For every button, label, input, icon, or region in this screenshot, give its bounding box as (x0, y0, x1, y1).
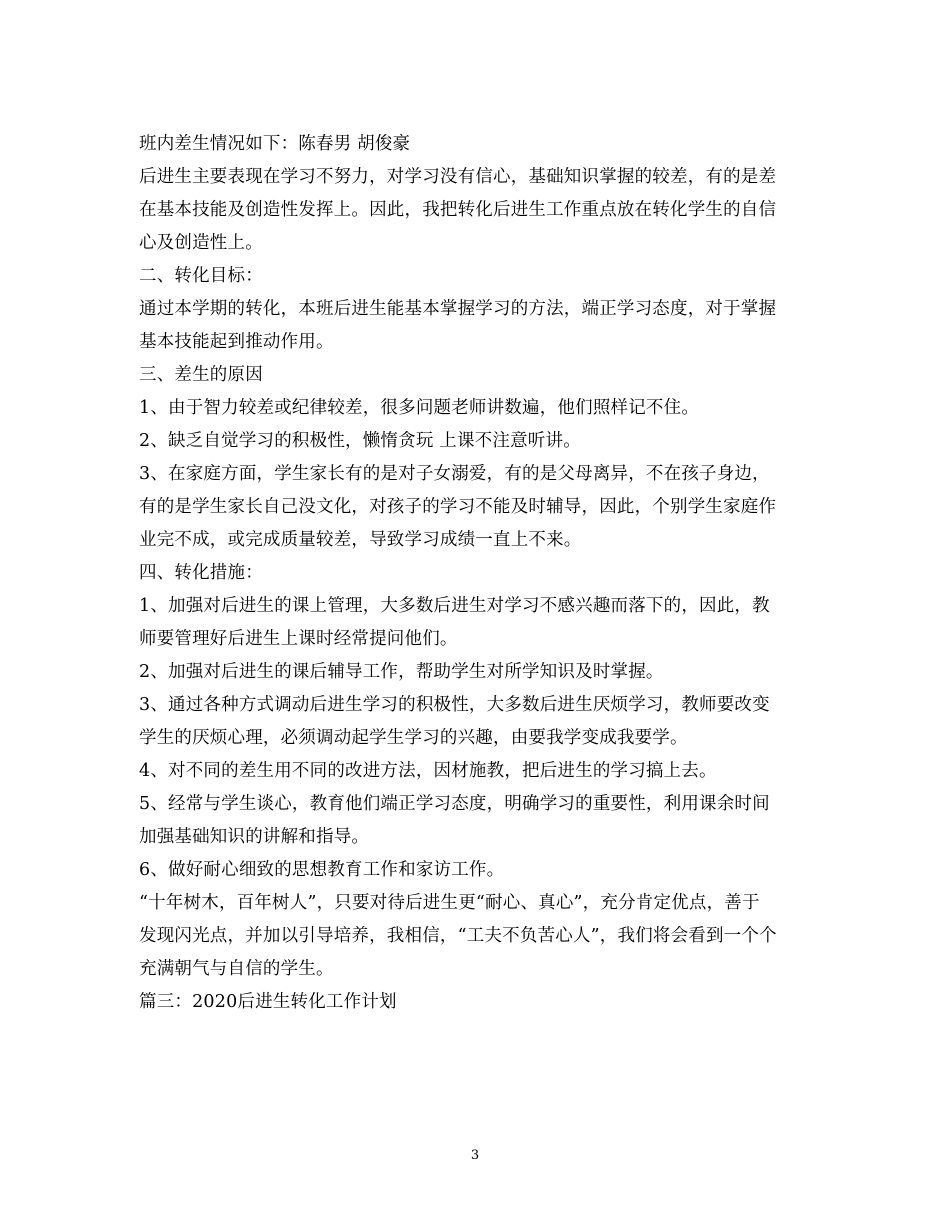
text-line: 二、转化目标： (139, 266, 263, 286)
paragraph (139, 128, 819, 161)
text-line: 1、由于智力较差或纪律较差，很多问题老师讲数遍，他们照样记不住。 (139, 398, 700, 418)
text-line: 三、差生的原因 (139, 365, 263, 385)
text-line: 篇三：2020后进生转化工作计划 (139, 992, 397, 1012)
text-line: 4、对不同的差生用不同的改进方法，因材施教，把后进生的学习搞上去。 (139, 761, 717, 781)
text-line: 1、加强对后进生的课上管理，大多数后进生对学习不感兴趣而落下的，因此，教 (139, 596, 770, 616)
text-line: 2、缺乏自觉学习的积极性，懒惰贪玩 上课不注意听讲。 (139, 431, 581, 451)
page-number: 3 (470, 1148, 480, 1163)
text-line: 基本技能起到推动作用。 (139, 332, 334, 352)
text-line: 加强基础知识的讲解和指导。 (139, 827, 370, 847)
paragraph (139, 986, 819, 1019)
paragraph (139, 590, 819, 656)
text-line: 3、通过各种方式调动后进生学习的积极性，大多数后进生厌烦学习，教师要改变 (139, 695, 770, 715)
text-line: 有的是学生家长自己没文化，对孩子的学习不能及时辅导，因此，个别学生家庭作 (139, 497, 777, 517)
paragraph (139, 260, 819, 293)
paragraph (139, 788, 819, 854)
paragraph (139, 161, 819, 260)
text-line: 6、做好耐心细致的思想教育工作和家访工作。 (139, 860, 505, 880)
text-line: 5、经常与学生谈心，教育他们端正学习态度，明确学习的重要性，利用课余时间 (139, 794, 770, 814)
text-line: 通过本学期的转化，本班后进生能基本掌握学习的方法，端正学习态度，对于掌握 (139, 299, 777, 319)
text-line: “十年树木，百年树人”，只要对待后进生更“耐心、真心”，充分肯定优点，善于 (139, 893, 760, 913)
paragraph (139, 755, 819, 788)
paragraph (139, 458, 819, 557)
paragraph (139, 854, 819, 887)
paragraph (139, 425, 819, 458)
text-line: 心及创造性上。 (139, 233, 263, 253)
paragraph (139, 656, 819, 689)
paragraph (139, 689, 819, 755)
text-line: 发现闪光点，并加以引导培养，我相信，“工夫不负苦心人”，我们将会看到一个个 (139, 926, 777, 946)
paragraph (139, 359, 819, 392)
text-line: 四、转化措施： (139, 563, 263, 583)
text-line: 2、加强对后进生的课后辅导工作，帮助学生对所学知识及时掌握。 (139, 662, 664, 682)
text-line: 在基本技能及创造性发挥上。因此，我把转化后进生工作重点放在转化学生的自信 (139, 200, 777, 220)
text-line: 学生的厌烦心理，必须调动起学生学习的兴趣，由要我学变成我要学。 (139, 728, 688, 748)
text-line: 3、在家庭方面，学生家长有的是对子女溺爱，有的是父母离异，不在孩子身边， (139, 464, 770, 484)
text-line: 充满朝气与自信的学生。 (139, 959, 334, 979)
paragraph (139, 887, 819, 986)
paragraph (139, 557, 819, 590)
text-line: 后进生主要表现在学习不努力，对学习没有信心，基础知识掌握的较差，有的是差 (139, 167, 777, 187)
paragraph (139, 293, 819, 359)
paragraph (139, 392, 819, 425)
text-line: 业完不成，或完成质量较差，导致学习成绩一直上不来。 (139, 530, 582, 550)
text-line: 班内差生情况如下：陈春男 胡俊豪 (139, 134, 411, 154)
text-line: 师要管理好后进生上课时经常提问他们。 (139, 629, 458, 649)
document-body (139, 128, 819, 1019)
